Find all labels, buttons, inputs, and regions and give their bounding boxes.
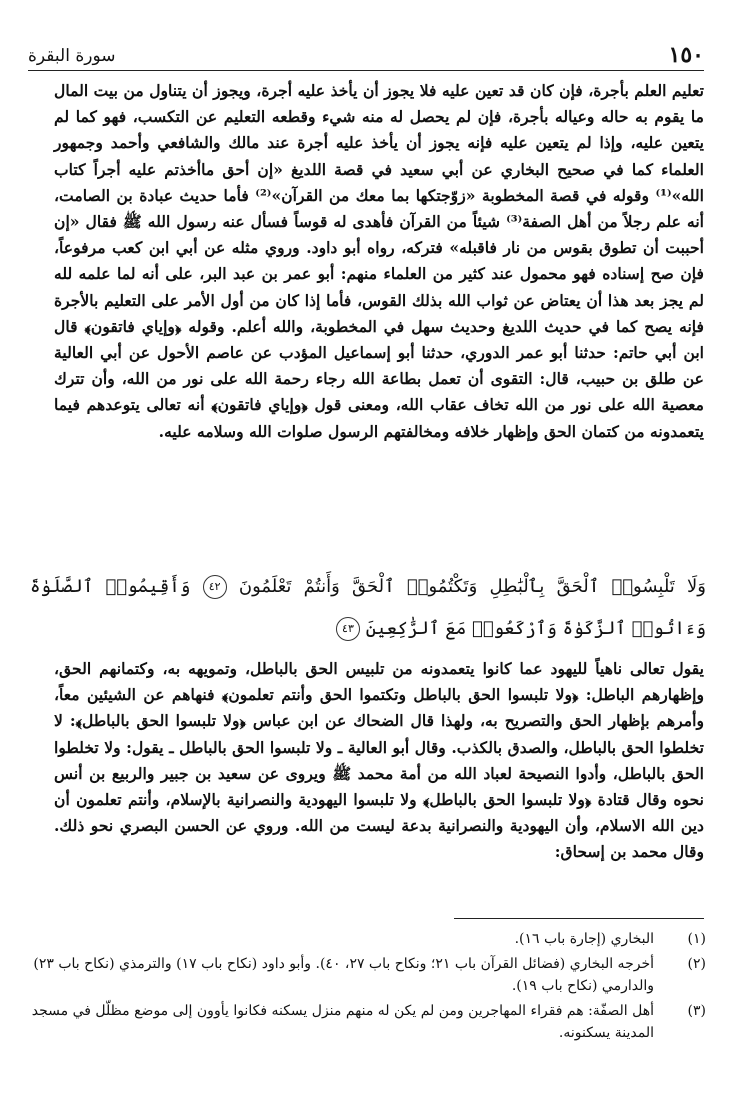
commentary-top: [54, 78, 704, 445]
quran-verse: [30, 566, 706, 650]
footnote-number: (٢): [687, 956, 706, 972]
footnote-text: أهل الصفّة: هم فقراء المهاجرين ومن لم يكن له منهم منزل يسكنه فكانوا يأوون إلى موضع مظلّل في مسجد المدينة يسكنونه.: [31, 1003, 654, 1041]
verse-text: وَأَقِيمُوا۟ ٱلصَّلَوٰةَ وَءَاتُوا۟ ٱلزَّكَوٰةَ وَٱرْكَعُوا۟ مَعَ ٱلرَّٰكِعِينَ: [30, 576, 706, 639]
page-header: [28, 40, 704, 70]
verse-number: ٤٢: [203, 575, 227, 599]
surah-title: سورة البقرة: [28, 46, 116, 66]
paragraph: تعليم العلم بأجرة، فإن كان قد تعين عليه فلا يجوز أن يأخذ عليه أجرة، ويجوز أن يتناول من بيت المال ما يقوم به حاله وعياله بأجرة، فإن لم يحصل له منه شيء وقطعه التعليم عن التكسب، فهو كما لم يتعين عليه، وإذا لم يتعين عليه فإنه يجوز أن يأخذ عليه أجرة عند مالك والشافعي وأحمد وجمهور العلماء كما في صحيح البخاري عن أبي سعيد في قصة اللديغ «إن أحق ماأخذتم عليه أجراً كتاب الله»⁽¹⁾ وقوله في قصة المخطوبة «زوّجتكها بما معك من القرآن»⁽²⁾ فأما حديث عبادة بن الصامت، أنه علم رجلاً من أهل الصفة⁽³⁾ شيئاً من القرآن فأهدى له قوساً فسأل عنه رسول الله ﷺ فقال «إن أحببت أن تطوق بقوس من نار فاقبله» فتركه، رواه أبو داود. وروي مثله عن أبي ابن كعب مرفوعاً، فإن صح إسناده فهو محمول عند كثير من العلماء منهم: أبو عمر بن عبد البر، على أنه لما علمه لله لم يجز بعد هذا أن يعتاض عن ثواب الله بذلك القوس، فأما إذا كان من أول الأمر على التعليم بالأجرة فإنه يصح كما في حديث اللديغ وحديث سهل في المخطوبة، والله أعلم. وقوله ﴿وإياي فاتقون﴾ قال ابن أبي حاتم: حدثنا أبو عمر الدوري، حدثنا أبو إسماعيل المؤدب عن عاصم الأحول عن أبي العالية عن طلق بن حبيب، قال: التقوى أن تعمل بطاعة الله رجاء رحمة الله على نور من الله، وأن تترك معصية الله على نور من الله تخاف عقاب الله، ومعنى قول ﴿وإياي فاتقون﴾ أنه تعالى يتوعدهم فيما يتعمدونه من كتمان الحق وإظهار خلافه ومخالفتهم الرسول صلوات الله وسلامه عليه.: [54, 81, 705, 441]
footnote-text: البخاري (إجارة باب ١٦).: [514, 931, 654, 947]
header-rule: [28, 70, 704, 71]
footnote: [30, 928, 706, 950]
footnote-number: (١): [687, 931, 706, 947]
footnote: [30, 953, 706, 997]
footnote-number: (٣): [687, 1003, 706, 1019]
verse-number: ٤٣: [336, 617, 360, 641]
commentary-bottom: [54, 656, 704, 866]
page-number: ١٥٠: [668, 42, 704, 68]
footnote: [30, 1000, 706, 1044]
footnote-rule: [454, 918, 704, 919]
footnotes: [30, 928, 706, 1047]
paragraph: يقول تعالى ناهياً لليهود عما كانوا يتعمدونه من تلبيس الحق بالباطل، وتمويهه به، وكتمانهم الحق، وإظهارهم الباطل: ﴿ولا تلبسوا الحق بالباطل وتكتموا الحق وأنتم تعلمون﴾ فنهاهم عن الشيئين معاً، وأمرهم بإظهار الحق والتصريح به، ولهذا قال الضحاك عن ابن عباس ﴿ولا تلبسوا الحق بالباطل﴾: لا تخلطوا الحق بالباطل، والصدق بالكذب. وقال أبو العالية ـ ولا تلبسوا الحق بالباطل ـ يقول: ولا تخلطوا الحق بالباطل، وأدوا النصيحة لعباد الله من أمة محمد ﷺ ويروى عن سعيد بن جبير والربيع بن أنس نحوه وقال قتادة ﴿ولا تلبسوا الحق بالباطل﴾ ولا تلبسوا اليهودية والنصرانية بالإسلام، وأنتم تعلمون أن دين الله الاسلام، وأن اليهودية والنصرانية بدعة ليست من الله. وروي عن الحسن البصري نحو ذلك. وقال محمد بن إسحاق:: [54, 659, 704, 862]
verse-text: وَلَا تَلْبِسُوا۟ ٱلْحَقَّ بِٱلْبَٰطِلِ وَتَكْتُمُوا۟ ٱلْحَقَّ وَأَنتُمْ تَعْلَمُونَ: [238, 576, 706, 597]
footnote-text: أخرجه البخاري (فضائل القرآن باب ٢١؛ ونكاح باب ٢٧، ٤٠). وأبو داود (نكاح باب ١٧) والترمذي (نكاح باب ٢٣) والدارمي (نكاح باب ١٩).: [33, 956, 654, 994]
